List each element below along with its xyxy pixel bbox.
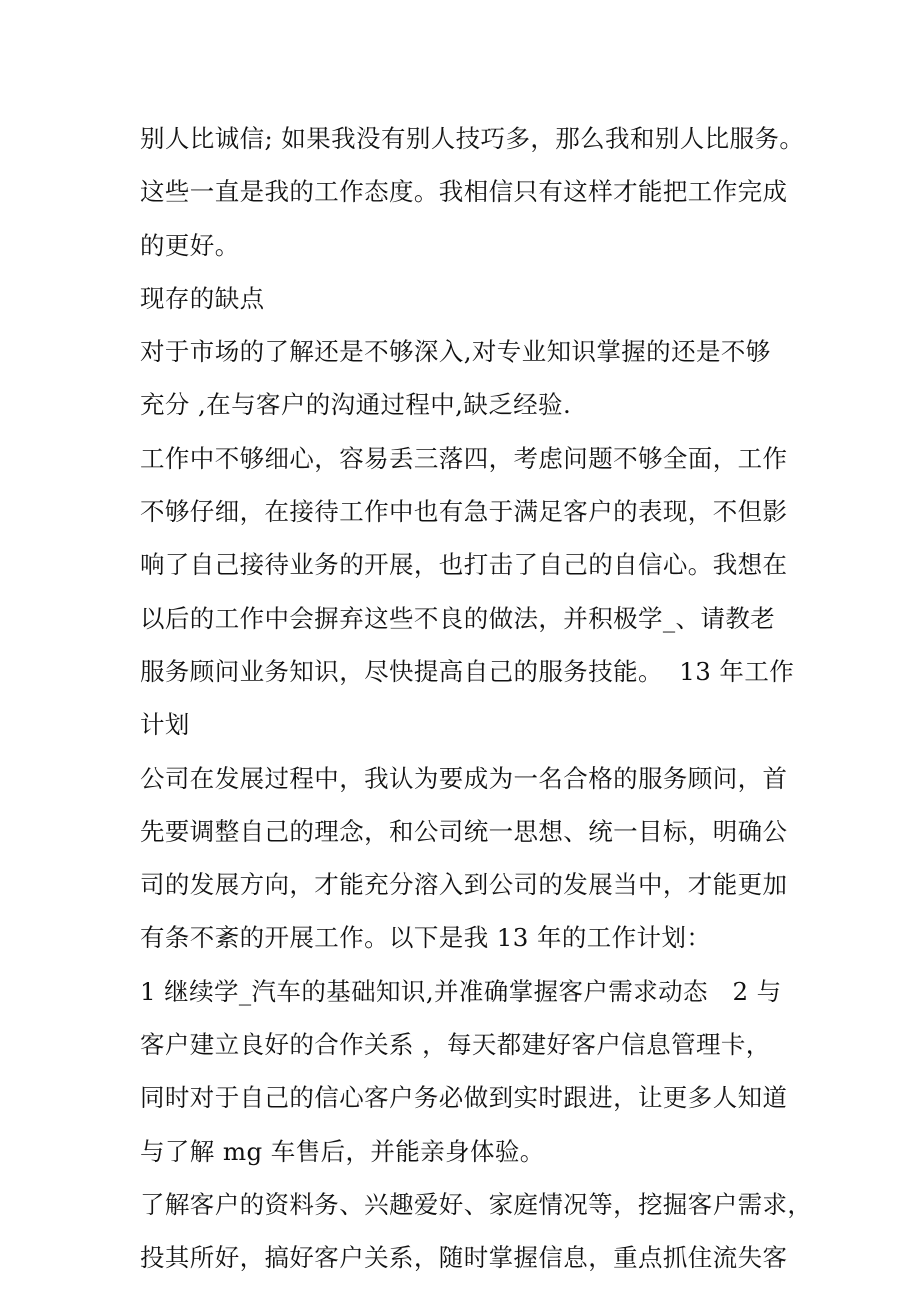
text-line: 了解客户的资料务、兴趣爱好、家庭情况等，挖掘客户需求， xyxy=(140,1189,813,1219)
text-line: 与了解 mg 车售后，并能亲身体验。 xyxy=(140,1136,545,1166)
text-line: 客户建立良好的合作关系 ，每天都建好客户信息管理卡， xyxy=(140,1030,771,1060)
text-line: 计划 xyxy=(140,710,190,740)
text-line: 先要调整自己的理念，和公司统一思想、统一目标，明确公 xyxy=(140,816,788,846)
text-line: 的更好。 xyxy=(140,230,240,260)
text-line: 有条不紊的开展工作。以下是我 13 年的工作计划： xyxy=(140,923,712,953)
text-line: 这些一直是我的工作态度。我相信只有这样才能把工作完成 xyxy=(140,177,788,207)
text-line: 以后的工作中会摒弃这些不良的做法，并积极学_、请教老 xyxy=(140,603,776,633)
text-line: 公司在发展过程中，我认为要成为一名合格的服务顾问，首 xyxy=(140,763,788,793)
text-line: 1 继续学_汽车的基础知识,并准确掌握客户需求动态 2 与 xyxy=(140,976,782,1006)
text-line: 司的发展方向，才能充分溶入到公司的发展当中，才能更加 xyxy=(140,870,788,900)
text-line: 同时对于自己的信心客户务必做到实时跟进，让更多人知道 xyxy=(140,1083,788,1113)
text-line: 响了自己接待业务的开展，也打击了自己的自信心。我想在 xyxy=(140,550,788,580)
text-line: 对于市场的了解还是不够深入,对专业知识掌握的还是不够 xyxy=(140,337,771,367)
text-line: 服务顾问业务知识，尽快提高自己的服务技能。 13 年工作 xyxy=(140,656,795,686)
text-line: 投其所好，搞好客户关系，随时掌握信息，重点抓住流失客 xyxy=(140,1243,788,1273)
document-body xyxy=(140,112,813,1285)
text-line: 工作中不够细心，容易丢三落四，考虑问题不够全面，工作 xyxy=(140,443,788,473)
text-line: 不够仔细，在接待工作中也有急于满足客户的表现，不但影 xyxy=(140,497,788,527)
text-line: 充分 ,在与客户的沟通过程中,缺乏经验. xyxy=(140,390,572,420)
section-heading-shortcomings: 现存的缺点 xyxy=(140,283,265,313)
text-line: 别人比诚信; 如果我没有别人技巧多，那么我和别人比服务。 xyxy=(140,124,805,153)
